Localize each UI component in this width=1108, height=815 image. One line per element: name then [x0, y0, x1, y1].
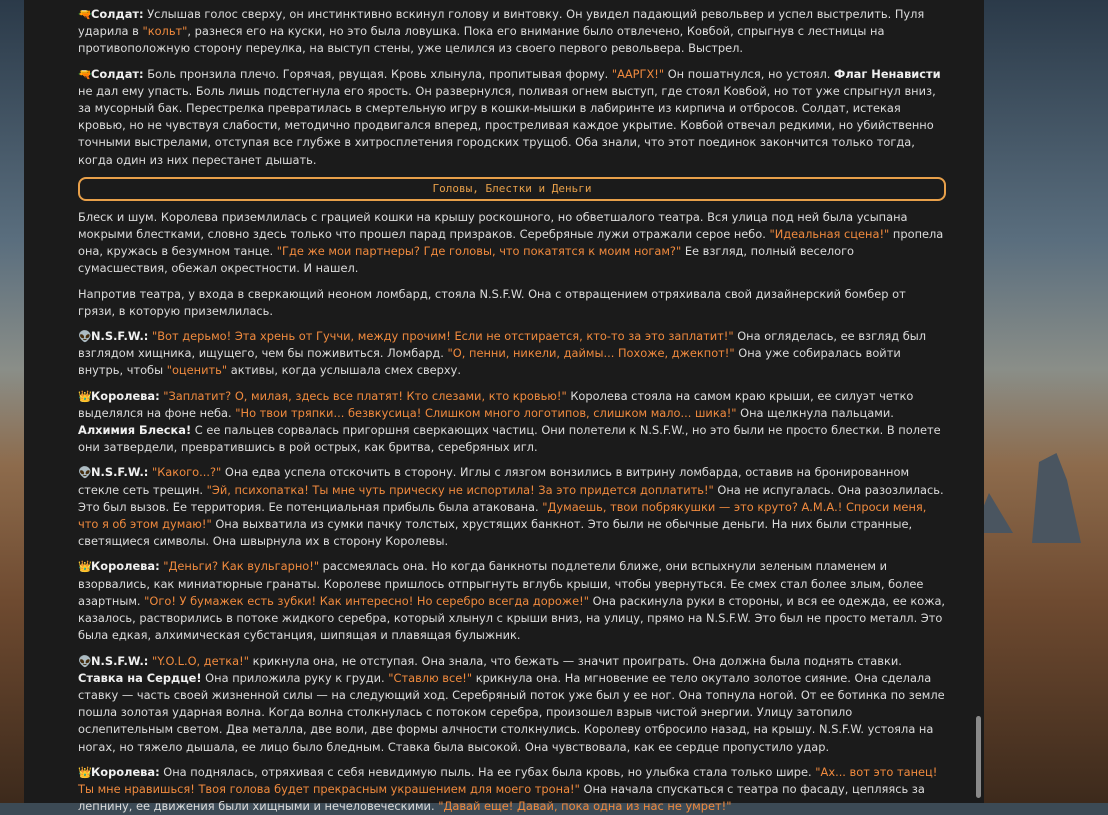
- narration-text: Она едва успела отскочить в сторону. Иглы с лязгом вонзились в витрину ломбарда, оставив на бронированном стекле сеть трещин.: [78, 465, 910, 497]
- ability-name: Алхимия Блеска!: [78, 423, 192, 438]
- story-paragraph: [78, 464, 946, 550]
- narration-text: рассмеялась она. Но когда банкноты подлетели ближе, они вспыхнули зеленым пламенем и взорвались, как миниатюрные гранаты. Королеве пришлось отпрыгнуть вглубь крыши, чтобы увернуться. Ее смех стал более злым, более азартным.: [78, 559, 924, 608]
- narration-text: Она раскинула руки в стороны, и вся ее одежда, ее кожа, казалось, растворились в потоке жидкого серебра, который хлынул с крыши вниз, на улицу, прямо на N.S.F.W. Это был не просто металл. Это была едкая, алхимическая субстанция, шипящая и плавящая булыжник.: [78, 593, 946, 643]
- story-paragraph: [78, 328, 946, 380]
- quote-text: "Ого! У бумажек есть зубки! Как интересно! Но серебро всегда дороже!": [144, 593, 589, 608]
- quote-text: "Вот дерьмо! Эта хрень от Гуччи, между прочим! Если не отстирается, кто-то за это заплатит!": [151, 329, 734, 344]
- quote-text: "Эй, психопатка! Ты мне чуть прическу не испортила! За это придется доплатить!": [206, 482, 714, 497]
- speaker-name: Солдат:: [91, 66, 144, 81]
- quote-text: "Но твои тряпки... безвкусица! Слишком много логотипов, слишком мало... шика!": [235, 405, 737, 420]
- quote-text: "Какого...?": [151, 465, 222, 480]
- speaker-name: N.S.F.W.:: [91, 329, 149, 344]
- story-paragraph: [78, 66, 946, 169]
- quote-text: "Деньги? Как вульгарно!": [163, 559, 320, 574]
- ability-name: Флаг Ненависти: [834, 66, 941, 81]
- narration-text: Блеск и шум. Королева приземлилась с грацией кошки на крышу роскошного, но обветшалого театра. Вся улица под ней была усыпана мокрыми блестками, словно здесь только что прошел парад призраков. Серебряные лужи отражали серое небо.: [78, 209, 908, 242]
- narration-text: Ее взгляд, полный веселого сумасшествия, обежал окрестности. И нашел.: [78, 244, 855, 276]
- ability-name: Ставка на Сердце!: [78, 670, 202, 685]
- quote-text: "ААРГХ!": [611, 66, 665, 81]
- quote-text: "Идеальная сцена!": [769, 227, 890, 242]
- quote-text: "Заплатит? О, милая, здесь все платят! Кто слезами, кто кровью!": [163, 388, 567, 403]
- pistol-icon: 🔫: [78, 67, 92, 81]
- story-paragraph: [78, 764, 946, 815]
- story-content: [78, 0, 946, 815]
- speaker-name: Солдат:: [91, 7, 144, 21]
- story-paragraph: [78, 209, 946, 278]
- quote-text: "Ах... вот это танец! Ты мне нравишься! Твоя голова будет прекрасным украшением для моего трона!": [78, 764, 938, 796]
- narration-text: С ее пальцев сорвалась пригоршня сверкающих частиц. Они полетели к N.S.F.W., но это были не просто блестки. В полете они затвердели, превратившись в рой острых, как бритва, серебряных игл.: [78, 423, 941, 455]
- alien-icon: 👽: [78, 654, 92, 668]
- quote-text: "О, пенни, никели, даймы... Похоже, джекпот!": [447, 346, 735, 361]
- speaker-name: N.S.F.W.:: [91, 653, 149, 668]
- quote-text: "Ставлю все!": [388, 670, 473, 685]
- narration-text: пропела она, кружась в безумном танце.: [78, 227, 944, 259]
- narration-text: крикнула она. На мгновение ее тело окутало золотое сияние. Она сделала ставку — часть своей жизненной силы — на следующий ход. Серебряный поток уже был у ее ног. Она топнула ногой. От ее ботинка по земле пошла золотая ударная волна. Когда волна столкнулась с потоком серебра, произошел взрыв чистой энергии. Улицу затопило ослепительным светом. Два металла, две воли, две формы алчности столкнулись. Королеву отбросило назад, на крышу. N.S.F.W. устояла на ногах, но тяжело дышала, ее лицо было бледным. Ставка была высокой. Она чувствовала, как ее сердце пропустило удар.: [78, 670, 945, 754]
- narration-text: Напротив театра, у входа в сверкающий неоном ломбард, стояла N.S.F.W. Она с отвращением отряхивала свой дизайнерский бомбер от грязи, в которую приземлилась.: [78, 286, 906, 318]
- crown-icon: 👑: [78, 389, 92, 403]
- narration-text: Она приложила руку к груди.: [201, 670, 389, 685]
- narration-text: Она огляделась, ее взгляд был взглядом хищника, ищущего, чем бы поживиться. Ломбард.: [78, 329, 926, 361]
- crown-icon: 👑: [78, 560, 92, 574]
- narration-text: Она выхватила из сумки пачку толстых, хрустящих банкнот. Это были не обычные деньги. На них были странные, светящиеся символы. Она швырнула их в сторону Королевы.: [78, 517, 913, 549]
- crown-icon: 👑: [78, 765, 92, 779]
- scrollbar-thumb[interactable]: [976, 716, 981, 798]
- alien-icon: 👽: [78, 466, 92, 480]
- quote-text: "Где же мои партнеры? Где головы, что покатятся к моим ногам?": [276, 244, 682, 259]
- story-paragraph: [78, 6, 946, 58]
- narration-text: Она уже собиралась войти внутрь, чтобы: [78, 346, 901, 378]
- narration-text: Боль пронзила плечо. Горячая, рвущая. Кровь хлынула, пропитывая форму.: [143, 66, 612, 81]
- narration-text: Он пошатнулся, но устоял.: [664, 66, 835, 81]
- speaker-name: N.S.F.W.:: [91, 465, 149, 480]
- narration-text: Услышав голос сверху, он инстинктивно вскинул голову и винтовку. Он увидел падающий револьвер и успел выстрелить. Пуля ударила в: [78, 7, 925, 39]
- quote-text: "кольт": [142, 24, 188, 39]
- quote-text: "Y.O.L.O, детка!": [151, 653, 249, 668]
- narration-text: Она щелкнула пальцами.: [736, 405, 894, 420]
- narration-text: , разнеся его на куски, но это была ловушка. Пока его внимание было отвлечено, Ковбой, спрыгнув с лестницы на противоположную сторону переулка, на выступ стены, уже целился из своего первого револьвера. Выстрел.: [78, 24, 885, 56]
- speaker-name: Королева:: [91, 388, 160, 403]
- section-header: Головы, Блестки и Деньги: [78, 177, 946, 201]
- narration-text: крикнула она, не отступая. Она знала, что бежать — значит проиграть. Она должна была поднять ставки.: [248, 653, 902, 668]
- story-panel: [24, 0, 984, 814]
- narration-text: Она начала спускаться с театра по фасаду, цепляясь за лепнину, ее движения были хищными и нечеловеческими.: [78, 781, 925, 814]
- speaker-name: Королева:: [91, 559, 160, 574]
- narration-text: активы, когда услышала смех сверху.: [227, 363, 462, 378]
- quote-text: "Давай еще! Давай, пока одна из нас не умрет!": [438, 799, 732, 814]
- narration-text: Она не испугалась. Она разозлилась. Это был вызов. Ее территория. Ее потенциальная прибыль была атакована.: [78, 482, 944, 514]
- scrollbar[interactable]: [974, 0, 982, 803]
- pistol-icon: 🔫: [78, 8, 92, 21]
- alien-icon: 👽: [78, 330, 92, 344]
- speaker-name: Королева:: [91, 764, 160, 779]
- narration-text: Она поднялась, отряхивая с себя невидимую пыль. На ее губах была кровь, но улыбка стала только шире.: [159, 764, 816, 779]
- narration-text: Королева стояла на самом краю крыши, ее силуэт четко выделялся на фоне неба.: [78, 388, 914, 420]
- story-paragraph: [78, 558, 946, 644]
- quote-text: "оценить": [166, 363, 228, 378]
- story-paragraph: [78, 286, 946, 320]
- story-paragraph: [78, 388, 946, 457]
- narration-text: не дал ему упасть. Боль лишь подстегнула его ярость. Он развернулся, поливая огнем выступ, где стоял Ковбой, но тот уже спрыгнул вниз, за мусорный бак. Перестрелка превратилась в смертельную игру в кошки-мышки в лабиринте из кирпича и отбросов. Солдат, истекая кровью, но не чувствуя слабости, методично продвигался вперед, простреливая каждое укрытие. Ковбой отвечал редкими, но убийственно точными выстрелами, отступая все глубже в хитросплетения городских трущоб. Оба знали, что этот поединок закончится только тогда, когда один из них перестанет дышать.: [78, 83, 936, 167]
- rock-formation: [1018, 453, 1088, 543]
- quote-text: "Думаешь, твои побрякушки — это круто? А.М.А.! Спроси меня, что я об этом думаю!": [78, 499, 927, 532]
- story-paragraph: [78, 653, 946, 756]
